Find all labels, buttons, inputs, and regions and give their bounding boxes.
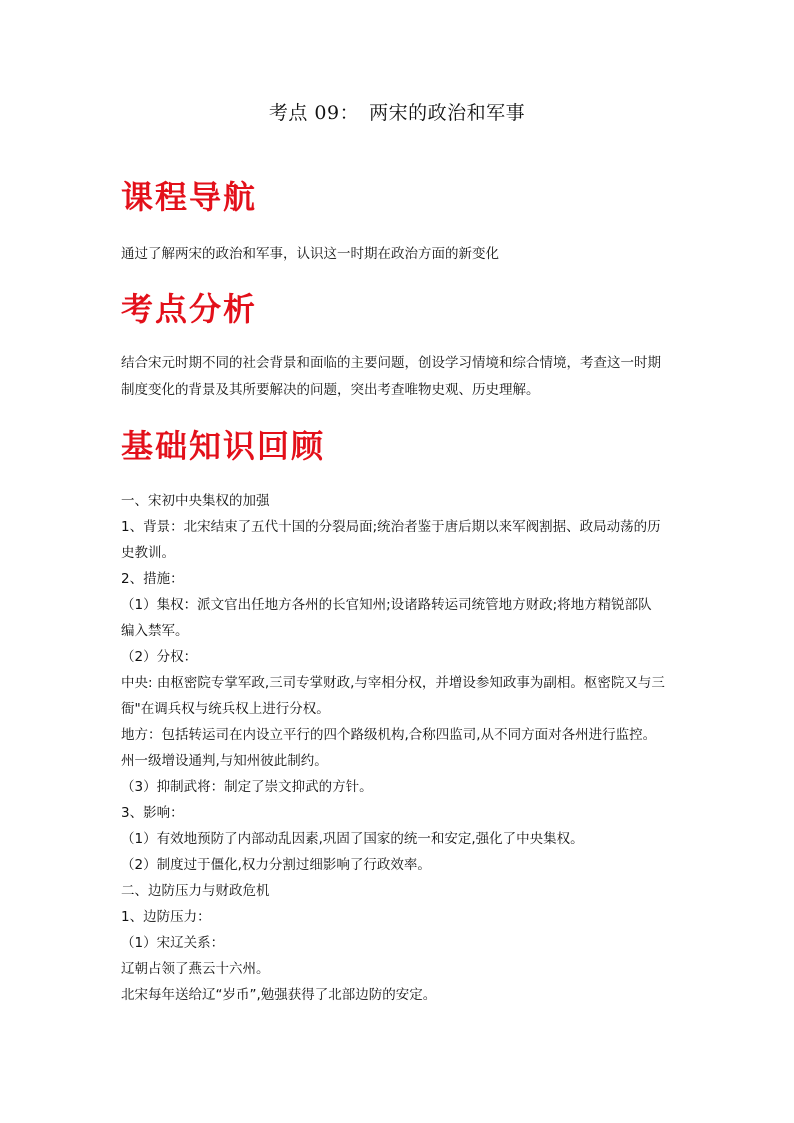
text-line: （1）有效地预防了内部动乱因素,巩固了国家的统一和安定,强化了中央集权。 [121,831,584,847]
text-line: 2、措施： [121,571,184,587]
text-line: 州一级增设通判,与知州彼此制约。 [121,753,328,769]
text-line: 中央: 由枢密院专掌军政,三司专掌财政,与宰相分权，并增设参知政事为副相。枢密院又与三 [121,675,665,691]
text-line: 编入禁军。 [121,623,189,639]
section-heading-basic-review: 基础知识回顾 [121,427,326,465]
exam-analysis-line-1: 结合宋元时期不同的社会背景和面临的主要问题，创设学习情境和综合情境，考查这一时期 [121,355,661,371]
text-line: （1）集权：派文官出任地方各州的长官知州;设诸路转运司统管地方财政;将地方精锐部队 [121,597,652,613]
text-line: （1）宋辽关系： [121,935,225,951]
text-line: 1、背景：北宋结束了五代十国的分裂局面;统治者鉴于唐后期以来军阀割据、政局动荡的历 [121,519,661,535]
text-line: 衙"在调兵权与统兵权上进行分权。 [121,701,330,717]
document-title: 考点 09： 两宋的政治和军事 [268,102,526,124]
basic-review-body [121,488,691,1008]
heading-1-central-power: 一、宋初中央集权的加强 [121,493,270,509]
text-line: 史教训。 [121,545,175,561]
text-line: （3）抑制武将：制定了崇文抑武的方针。 [121,779,373,795]
text-line: 辽朝占领了燕云十六州。 [121,961,270,977]
text-line: 3、影响： [121,805,184,821]
text-line: 北宋每年送给辽“岁币”,勉强获得了北部边防的安定。 [121,987,437,1003]
exam-analysis-line-2: 制度变化的背景及其所要解决的问题，突出考查唯物史观、历史理解。 [121,382,540,398]
text-line: （2）制度过于僵化,权力分割过细影响了行政效率。 [121,857,431,873]
course-navigation-text: 通过了解两宋的政治和军事，认识这一时期在政治方面的新变化 [121,246,499,262]
text-line: 地方：包括转运司在内设立平行的四个路级机构,合称四监司,从不同方面对各州进行监控。 [121,727,657,743]
heading-2-border-pressure: 二、边防压力与财政危机 [121,883,270,899]
text-line: 1、边防压力： [121,909,211,925]
section-heading-exam-analysis: 考点分析 [121,290,258,328]
text-line: （2）分权： [121,649,198,665]
section-heading-course-navigation: 课程导航 [121,178,258,216]
